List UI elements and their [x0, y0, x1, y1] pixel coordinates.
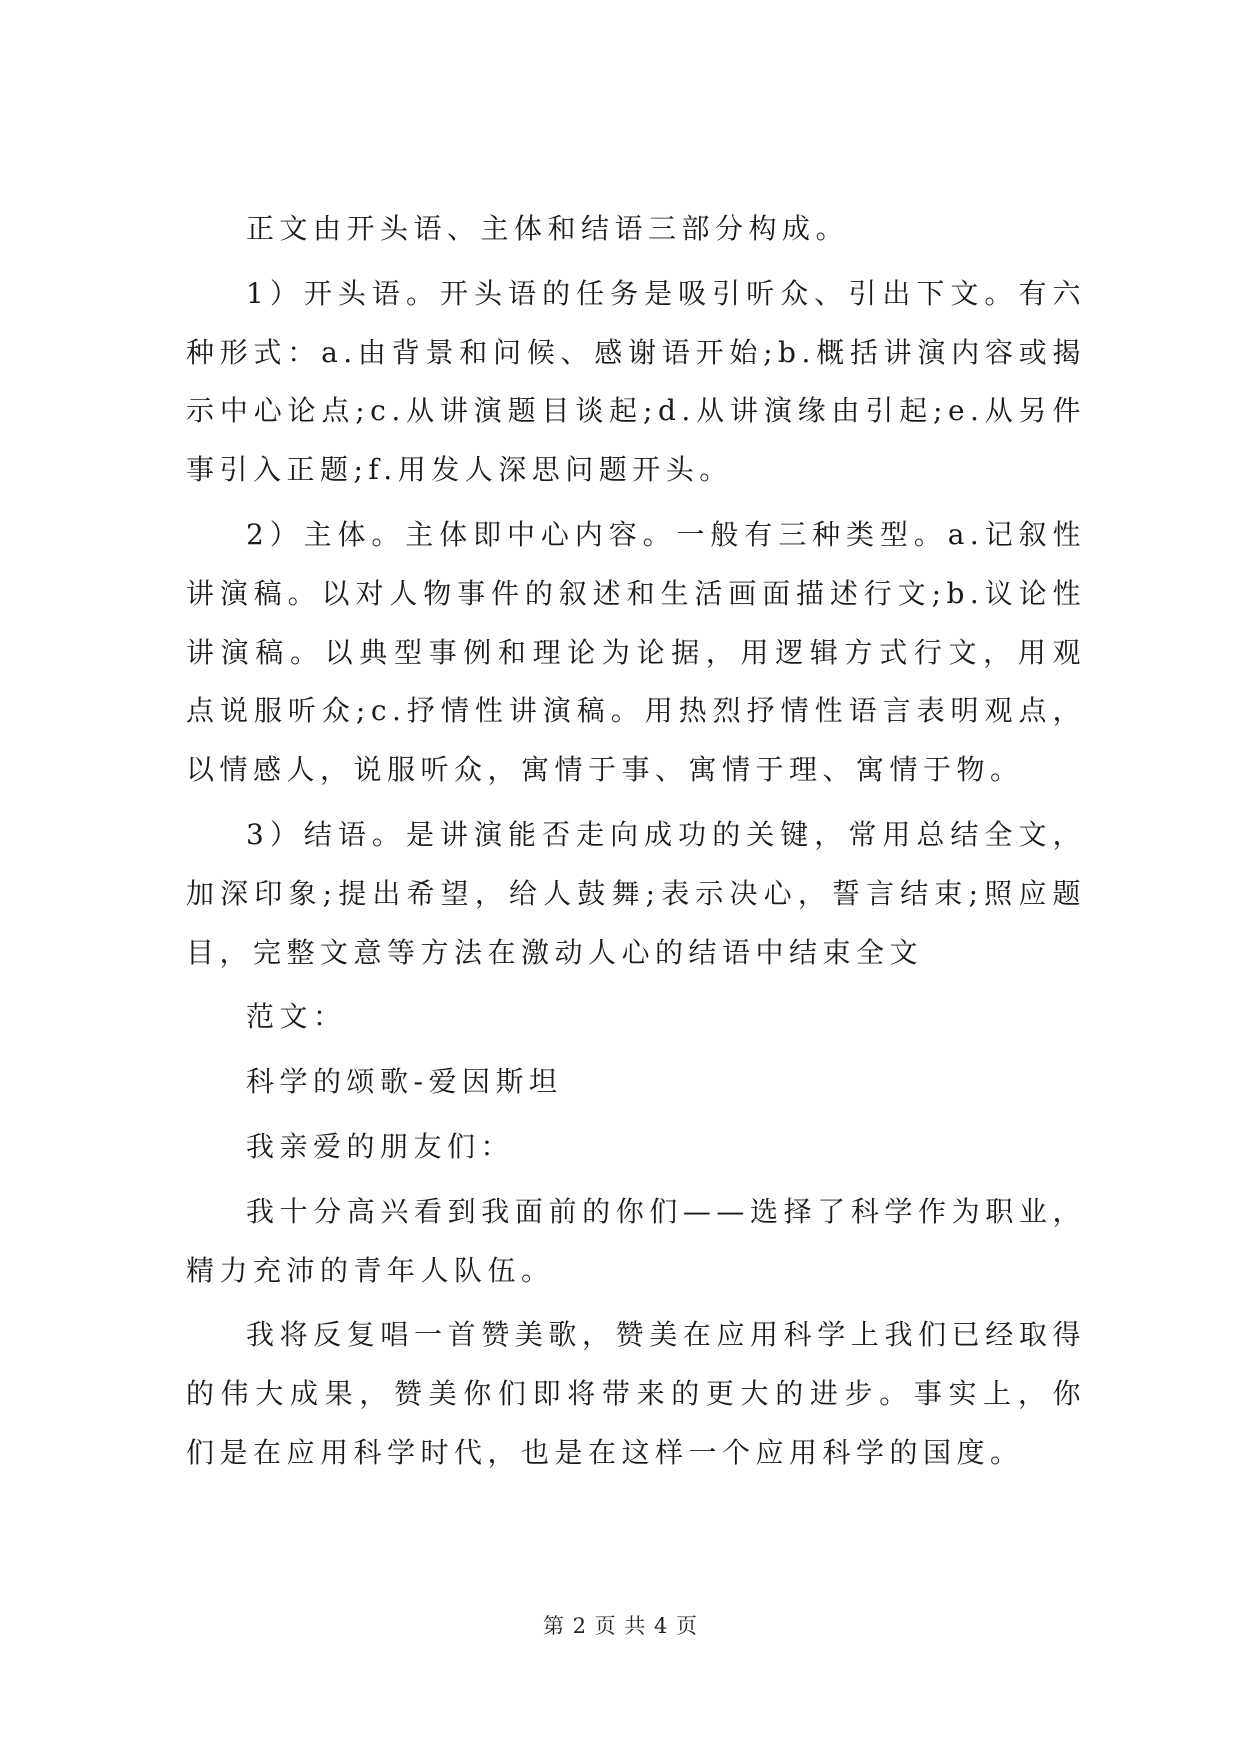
paragraph-conclusion: 3）结语。是讲演能否走向成功的关键，常用总结全文，加深印象;提出希望，给人鼓舞;表示决心，誓言结束;照应题目，完整文意等方法在激动人心的结语中结束全文 [186, 817, 1086, 969]
paragraph-example-title: 科学的颂歌-爱因斯坦 [246, 1065, 563, 1099]
paragraph-speech-1: 我十分高兴看到我面前的你们——选择了科学作为职业，精力充沛的青年人队伍。 [186, 1194, 1086, 1287]
paragraph-opening: 1）开头语。开头语的任务是吸引听众、引出下文。有六种形式：a.由背景和问候、感谢语开始;b.概括讲演内容或揭示中心论点;c.从讲演题目谈起;d.从讲演缘由引起;e.从另件事引入正题;f.用发人深思问题开头。 [186, 276, 1086, 487]
paragraph-salutation: 我亲爱的朋友们： [246, 1129, 515, 1163]
document-body [186, 200, 1086, 1483]
paragraph-structure-intro: 正文由开头语、主体和结语三部分构成。 [246, 212, 850, 245]
paragraph-main-body: 2）主体。主体即中心内容。一般有三种类型。a.记叙性讲演稿。以对人物事件的叙述和生活画面描述行文;b.议论性讲演稿。以典型事例和理论为论据，用逻辑方式行文，用观点说服听众;c.抒情性讲演稿。用热烈抒情性语言表明观点，以情感人，说服听众，寓情于事、寓情于理、寓情于物。 [186, 517, 1086, 787]
paragraph-speech-2: 我将反复唱一首赞美歌，赞美在应用科学上我们已经取得的伟大成果，赞美你们即将带来的更大的进步。事实上，你们是在应用科学时代，也是在这样一个应用科学的国度。 [186, 1318, 1086, 1469]
page-number-footer: 第 2 页 共 4 页 [542, 1614, 699, 1638]
paragraph-example-label: 范文： [246, 1000, 347, 1034]
